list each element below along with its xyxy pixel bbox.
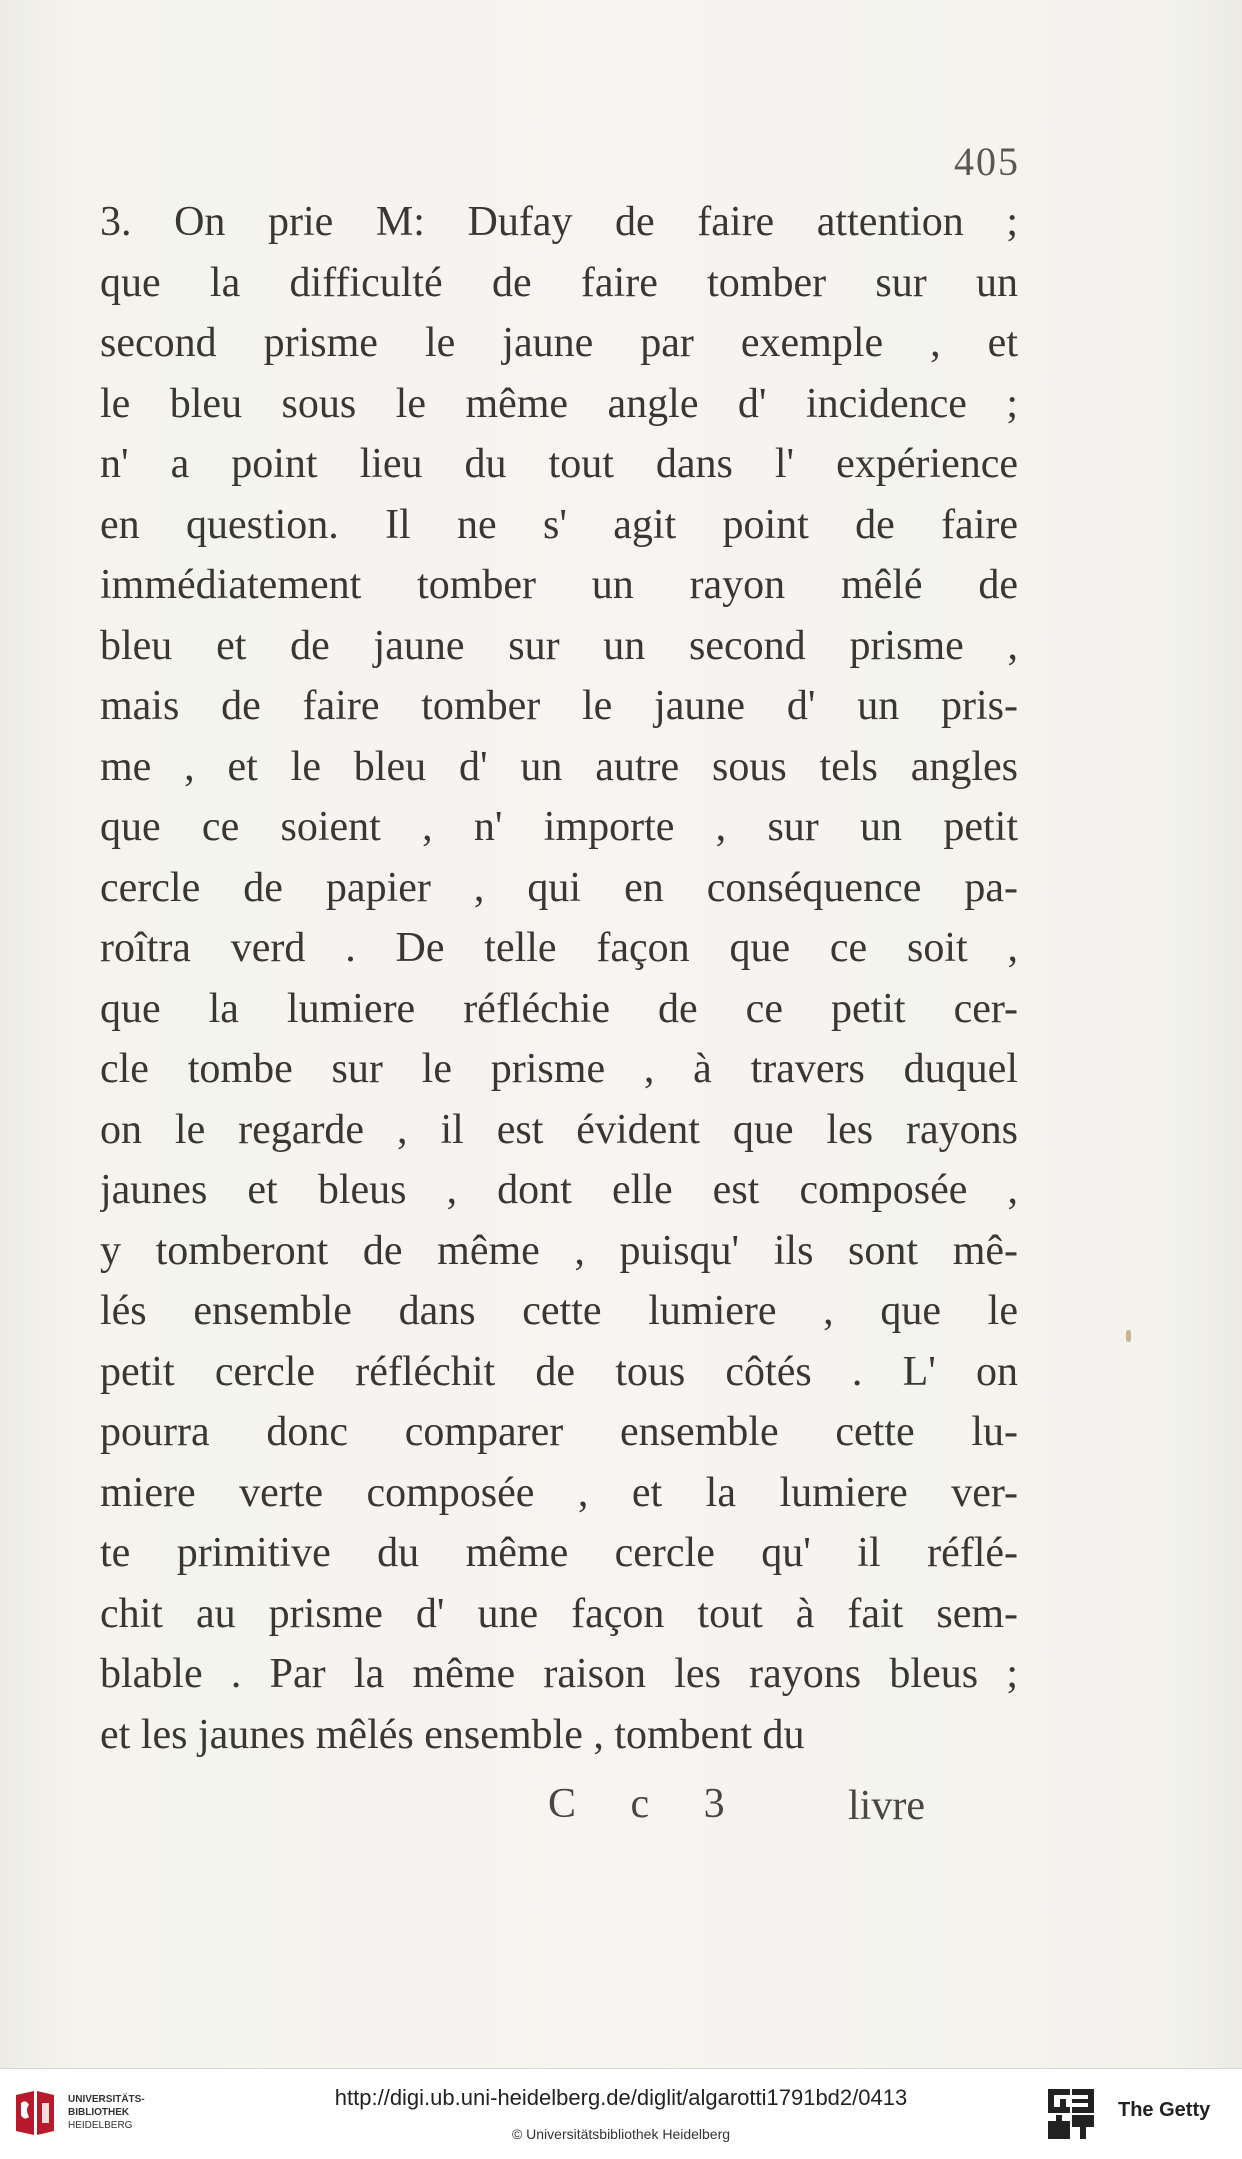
text-line: jaunes et bleus , dont elle est composée , (100, 1167, 1018, 1213)
getty-logo-icon[interactable] (1046, 2087, 1096, 2141)
text-line: bleu et de jaune sur un second prisme , (100, 622, 1018, 669)
text-line: et les jaunes mêlés ensemble , tombent du (100, 1711, 805, 1758)
text-line: cle tombe sur le prisme , à travers duquel (100, 1046, 1018, 1092)
paper-speck (1126, 1330, 1131, 1342)
text-line: second prisme le jaune par exemple , et (100, 320, 1018, 366)
text-line: on le regarde , il est évident que les rayons (100, 1106, 1018, 1153)
text-line: chit au prisme d' une façon tout à fait sem- (100, 1590, 1018, 1637)
text-line: 3. On prie M: Dufay de faire attention ; (100, 199, 1018, 245)
text-line: petit cercle réfléchit de tous côtés . L' on (100, 1348, 1018, 1395)
text-line: n' a point lieu du tout dans l' expérience (100, 441, 1018, 487)
text-line: que la difficulté de faire tomber sur un (100, 259, 1018, 306)
text-line: lés ensemble dans cette lumiere , que le (100, 1288, 1018, 1334)
text-line: cercle de papier , qui en conséquence pa- (100, 864, 1018, 911)
page-number: 405 (954, 139, 1020, 184)
library-name-line: UNIVERSITÄTS- (68, 2094, 145, 2105)
signature-mark: C c 3 (548, 1781, 747, 1827)
permalink-url[interactable]: http://digi.ub.uni-heidelberg.de/diglit/algarotti1791bd2/0413 (334, 2085, 908, 2110)
text-line: en question. Il ne s' agit point de faire (100, 501, 1018, 548)
text-line: mais de faire tomber le jaune d' un pris- (100, 683, 1018, 729)
text-line: que la lumiere réfléchie de ce petit cer- (100, 985, 1018, 1032)
text-line: le bleu sous le même angle d' incidence ; (100, 380, 1018, 427)
viewer-footer (0, 2068, 1242, 2159)
text-line: immédiatement tomber un rayon mêlé de (100, 562, 1018, 608)
copyright-notice: © Universitätsbibliothek Heidelberg (511, 2126, 731, 2142)
text-line: te primitive du même cercle qu' il réflé- (100, 1530, 1018, 1576)
catchword: livre (848, 1783, 925, 1829)
getty-label[interactable]: The Getty (1118, 2099, 1211, 2121)
body-text (100, 192, 1018, 1765)
text-line: que ce soient , n' importe , sur un petit (100, 804, 1018, 850)
text-line: pourra donc comparer ensemble cette lu- (100, 1409, 1018, 1455)
text-line: miere verte composée , et la lumiere ver- (100, 1469, 1018, 1516)
library-name-line: HEIDELBERG (68, 2120, 133, 2131)
text-line: roîtra verd . De telle façon que ce soit , (100, 925, 1018, 971)
text-line: y tomberont de même , puisqu' ils sont mê- (100, 1227, 1018, 1274)
library-name-line: BIBLIOTHEK (68, 2107, 130, 2118)
text-line: me , et le bleu d' un autre sous tels angles (100, 743, 1018, 790)
text-line: blable . Par la même raison les rayons bleus ; (100, 1651, 1018, 1697)
